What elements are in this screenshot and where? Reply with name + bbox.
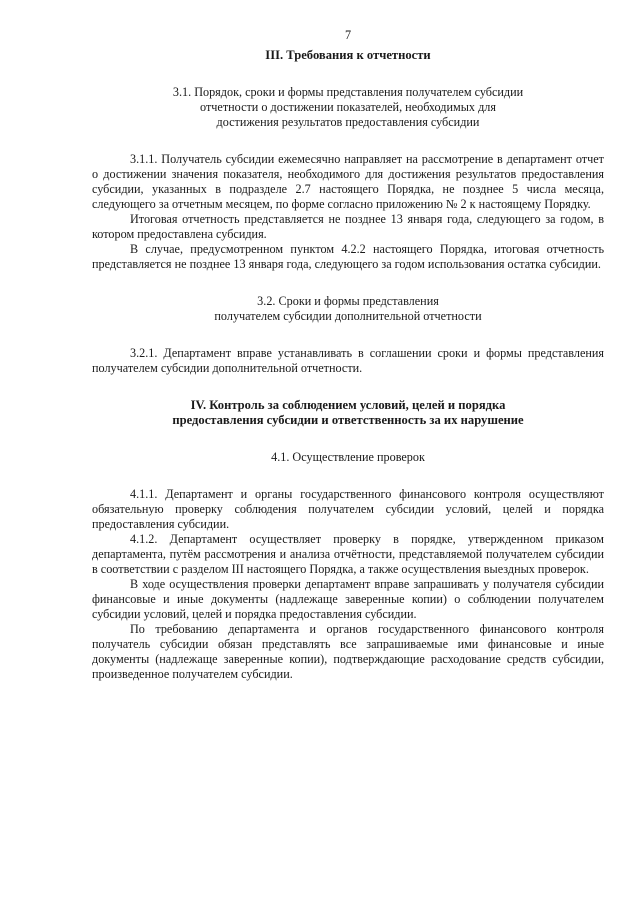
subsection-3-2-title-line-1: 3.2. Сроки и формы представления [257,294,439,308]
section-3-title: III. Требования к отчетности [265,48,431,62]
document-page [92,28,604,682]
paragraph-4-1-1: 4.1.1. Департамент и органы государственного финансового контроля осуществляют обязательную проверку соблюдения получателем субсидии условий, целей и порядка предоставления субсидии. [92,487,604,531]
paragraph-3-1-1: 3.1.1. Получатель субсидии ежемесячно направляет на рассмотрение в департамент отчет о достижении значения показателя, необходимого для достижения результатов предоставления субсидии, указанных в подразделе 2.7 настоящего Порядка, не позднее 5 числа месяца, следующего за отчетным месяцем, по форме согласно приложению № 2 к настоящему Порядку. [92,152,604,211]
subsection-3-1-title-line-1: 3.1. Порядок, сроки и формы представления получателем субсидии [172,85,524,99]
subsection-3-2-title-line-2: получателем субсидии дополнительной отчетности [214,309,482,323]
paragraph-request: По требованию департамента и органов государственного финансового контроля получатель субсидии обязан представлять все запрашиваемые ими финансовые и иные документы (надлежаще заверенные копии), подтверждающие расходование средств субсидии, произведенное получателем субсидии. [92,622,604,681]
paragraph-final-report: Итоговая отчетность представляется не позднее 13 января года, следующего за годом, в котором предоставлена субсидия. [92,212,604,241]
paragraph-4-1-2: 4.1.2. Департамент осуществляет проверку в порядке, утвержденном приказом департамента, путём рассмотрения и анализа отчётности, представляемой получателем субсидии в соответствии с разделом III настоящего Порядка, а также осуществления выездных проверок. [92,532,604,576]
section-4-title-line-1: IV. Контроль за соблюдением условий, целей и порядка [190,398,506,412]
paragraph-inspection: В ходе осуществления проверки департамент вправе запрашивать у получателя субсидии финансовые и иные документы (надлежаще заверенные копии) о соблюдении получателем субсидии условий, целей и порядка предоставления субсидии. [92,577,604,621]
section-4-title-line-2: предоставления субсидии и ответственность за их нарушение [172,413,524,427]
paragraph-3-2-1: 3.2.1. Департамент вправе устанавливать в соглашении сроки и формы представления получателем субсидии дополнительной отчетности. [92,346,604,375]
subsection-4-1-title: 4.1. Осуществление проверок [271,450,425,464]
page-number: 7 [344,28,352,42]
subsection-3-1-title-line-2: отчетности о достижении показателей, необходимых для [200,100,496,114]
paragraph-case-4-2-2: В случае, предусмотренном пунктом 4.2.2 настоящего Порядка, итоговая отчетность представляется не позднее 13 января года, следующего за годом использования остатка субсидии. [92,242,604,271]
subsection-3-1-title-line-3: достижения результатов предоставления субсидии [216,115,480,129]
